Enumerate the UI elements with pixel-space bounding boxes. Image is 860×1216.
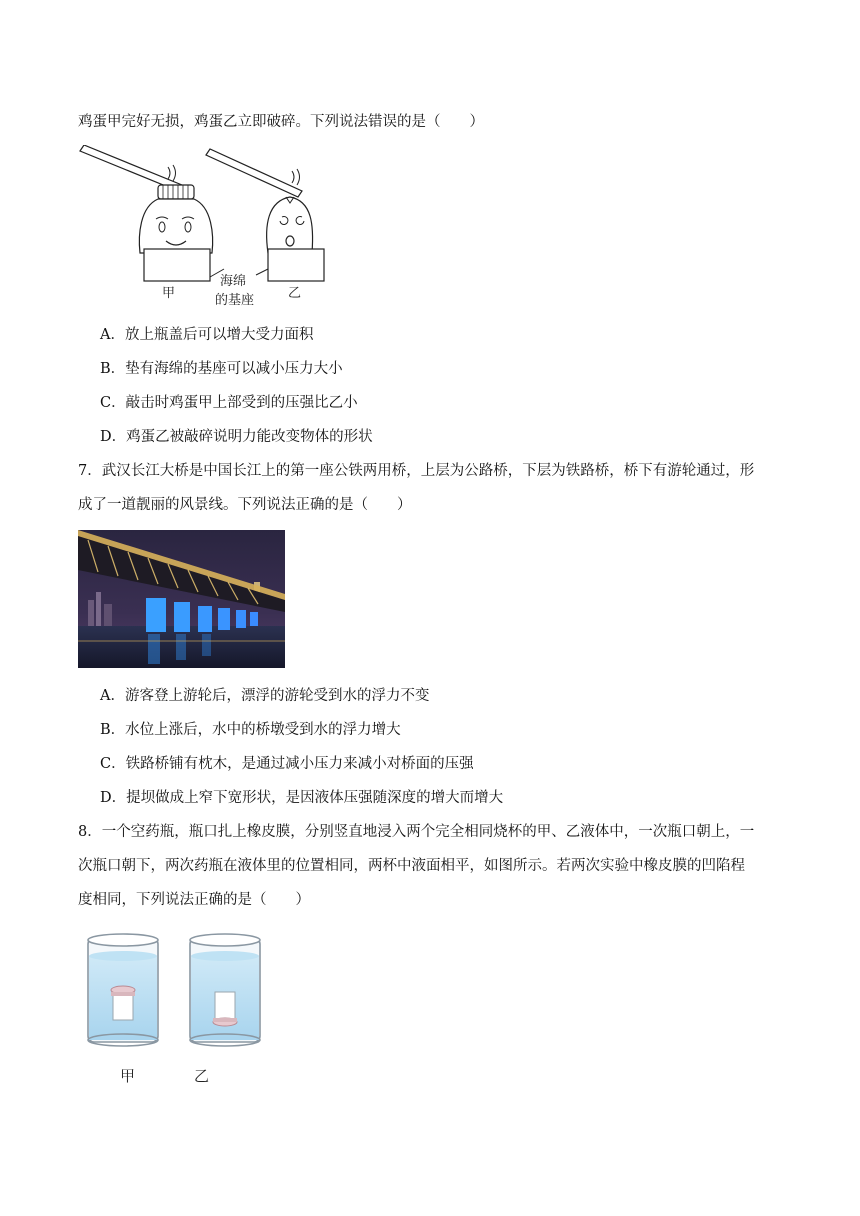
sponge-label-line1: 海绵	[220, 274, 247, 289]
q8-stem-line3: 度相同，下列说法正确的是（ ）	[78, 892, 310, 908]
beaker-right-label: 乙	[194, 1067, 210, 1085]
q7-option-b: B．水位上涨后，水中的桥墩受到水的浮力增大	[100, 722, 401, 738]
q7-stem-line2: 成了一道靓丽的风景线。下列说法正确的是（ ）	[78, 497, 412, 513]
q6-option-d: D．鸡蛋乙被敲碎说明力能改变物体的形状	[100, 429, 373, 445]
q6-option-b: B．垫有海绵的基座可以减小压力大小	[100, 361, 343, 377]
beaker-left-icon	[88, 934, 158, 1046]
sponge-label-line2: 的基座	[215, 293, 255, 308]
q6-stem: 鸡蛋甲完好无损，鸡蛋乙立即破碎。下列说法错误的是（ ）	[78, 114, 484, 130]
q6-option-a: A．放上瓶盖后可以增大受力面积	[100, 327, 314, 343]
q7-option-c: C．铁路桥铺有枕木，是通过减小压力来减小对桥面的压强	[100, 756, 474, 772]
stick-left-icon	[80, 145, 182, 191]
beaker-experiment-figure	[78, 928, 278, 1090]
sponge-base-left	[144, 249, 210, 281]
egg-right-icon	[267, 197, 313, 253]
egg-experiment-figure	[78, 145, 348, 310]
q8-stem-line2: 次瓶口朝下，两次药瓶在液体里的位置相同，两杯中液面相平，如图所示。若两次实验中橡皮膜的凹陷程	[78, 858, 745, 874]
q8-stem-line1: 8．一个空药瓶，瓶口扎上橡皮膜，分别竖直地浸入两个完全相同烧杯的甲、乙液体中，一次瓶口朝上，一	[78, 824, 755, 840]
egg-right-label: 乙	[288, 286, 302, 301]
sponge-base-right	[268, 249, 324, 281]
beaker-right-icon	[190, 934, 260, 1046]
bridge-night-photo	[78, 530, 285, 668]
beaker-left-label: 甲	[120, 1067, 136, 1085]
q6-option-c: C．敲击时鸡蛋甲上部受到的压强比乙小	[100, 395, 358, 411]
q7-stem-line1: 7．武汉长江大桥是中国长江上的第一座公铁两用桥，上层为公路桥，下层为铁路桥，桥下有游轮通过，形	[78, 463, 755, 479]
stick-right-icon	[206, 149, 302, 197]
q7-option-a: A．游客登上游轮后，漂浮的游轮受到水的浮力不变	[100, 688, 430, 704]
q7-option-d: D．提坝做成上窄下宽形状，是因液体压强随深度的增大而增大	[100, 790, 504, 806]
egg-left-label: 甲	[162, 286, 176, 301]
egg-left-icon	[139, 185, 212, 253]
